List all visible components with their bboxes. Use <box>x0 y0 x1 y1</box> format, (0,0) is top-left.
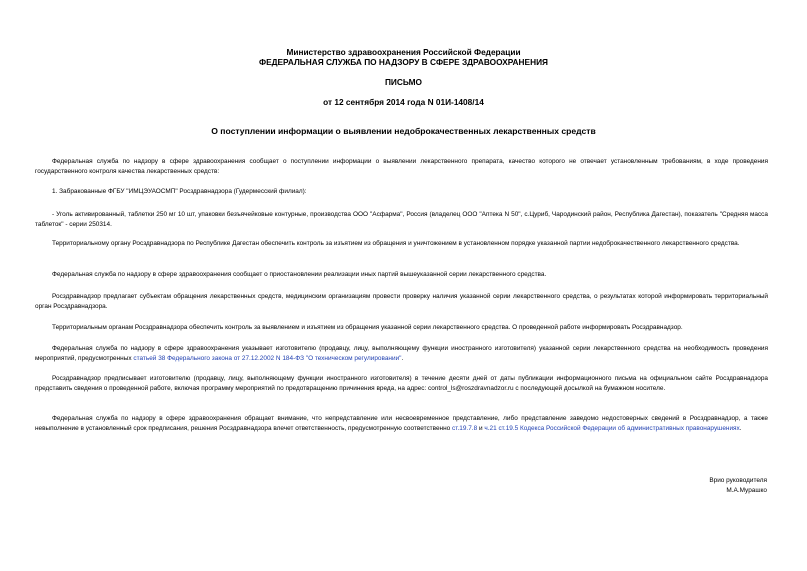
ministry-name: Министерство здравоохранения Российской Федерации <box>286 47 521 57</box>
signature-name: М.А.Мурашко <box>726 487 767 494</box>
paragraph-6: Росздравнадзор предлагает субъектам обращения лекарственных средств, медицинским организациям провести проверку наличия указанной серии лекарственного средства, о результатах которой информировать территориальный орган Росздравнадзора. <box>35 293 768 310</box>
paragraph-7: Территориальным органам Росздравнадзора обеспечить контроль за выявлением и изъятием из обращения указанной серии лекарственного средства. О проведенной работе информировать Росздравнадзор. <box>52 324 683 331</box>
federal-law-link[interactable]: статьей 38 Федерального закона от 27.12.2002 N 184-ФЗ "О техническом регулировании" <box>133 355 402 362</box>
paragraph-1: Федеральная служба по надзору в сфере здравоохранения сообщает о поступлении информации о выявлении лекарственного препарата, качество которого не отвечает установленным требованиям, в ходе проведения государственного контроля качества лекарственных средств: <box>35 158 768 175</box>
paragraph-4: Территориальному органу Росздравнадзора по Республике Дагестан обеспечить контроль за изъятием из обращения и уничтожением в установленном порядке указанной партии недоброкачественного лекарственного средства. <box>52 240 740 247</box>
administrative-code-link[interactable]: Кодекса Российской Федерации об административных правонарушениях <box>520 425 740 432</box>
paragraph-9: Росздравнадзор предписывает изготовителю (продавцу, лицу, выполняющему функции иностранного изготовителя) в течение десяти дней от даты публикации информационного письма на официальном сайте Росздравнадзора представить сведения о проведенной работе, включая программу мероприятий по предотвращению причинения вреда, на адрес: control_ls@roszdravnadzor.ru с последующей досылкой на бумажном носителе. <box>35 375 768 392</box>
paragraph-5: Федеральная служба по надзору в сфере здравоохранения сообщает о приостановлении реализации иных партий вышеуказанной серии лекарственного средства. <box>52 271 547 278</box>
signature-position: Врио руководителя <box>709 477 767 484</box>
document-date-number: от 12 сентября 2014 года N 01И-1408/14 <box>323 97 484 107</box>
article-19-7-8-link[interactable]: ст.19.7.8 <box>452 425 478 432</box>
service-name: ФЕДЕРАЛЬНАЯ СЛУЖБА ПО НАДЗОРУ В СФЕРЕ ЗДРАВООХРАНЕНИЯ <box>259 57 548 67</box>
paragraph-2: 1. Забракованные ФГБУ "ИМЦЭУАОСМП" Росздравнадзора (Гудермесский филиал): <box>52 188 307 195</box>
article-19-5-link[interactable]: ч.21 ст.19.5 <box>484 425 519 432</box>
document-title: О поступлении информации о выявлении недоброкачественных лекарственных средств <box>211 126 596 136</box>
paragraph-10: Федеральная служба по надзору в сфере здравоохранения обращает внимание, что непредставление или несвоевременное представление, либо представление заведомо недостоверных сведений в Росздравнадзор, а также невыполнение в установленный срок предписания, решения Росздравнадзора влечет ответственность, предусмотренную соответственно ст.19.7.8 и ч.21 ст.19.5 Кодекса Российской Федерации об административных правонарушениях. <box>35 415 768 432</box>
paragraph-8: Федеральная служба по надзору в сфере здравоохранения указывает изготовителю (продавцу, лицу, выполняющему функции иностранного изготовителя) указанной серии лекарственного средства на необходимость проведения мероприятий, предусмотренных статьей 38 Федерального закона от 27.12.2002 N 184-ФЗ "О техническом регулировании". <box>35 345 768 362</box>
paragraph-3: - Уголь активированный, таблетки 250 мг 10 шт, упаковки безъячейковые контурные, производства ООО "Асфарма", Россия (владелец ООО "Аптека N 50", с.Цуриб, Чародинский район, Республика Дагестан), показатель "Средняя масса таблеток" - серии 250314. <box>35 211 768 228</box>
document-type: ПИСЬМО <box>384 77 423 87</box>
